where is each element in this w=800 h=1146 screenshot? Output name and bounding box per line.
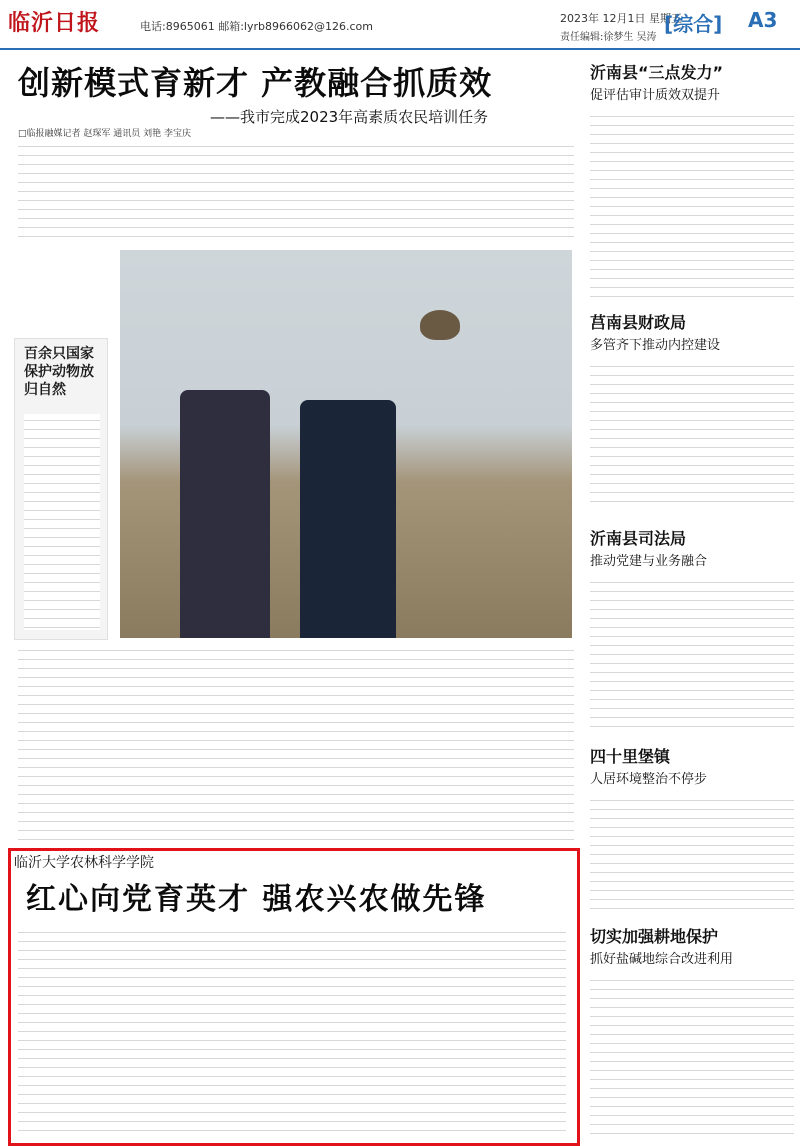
article-body-bottom [18,644,574,844]
right-item-4-sub: 人居环境整治不停步 [590,772,708,787]
right-column [582,48,800,1143]
right-item-4-body [590,794,794,914]
right-item-5-body [590,974,794,1138]
right-item-2-sub: 多管齐下推动内控建设 [590,338,721,353]
feature-title: 红心向党育英才 强农兴农做先锋 [26,882,487,917]
byline: □临报融媒记者 赵琛军 通讯员 刘艳 李宝庆 [18,129,191,139]
feature-header: 临沂大学农林科学学院 [14,855,154,871]
section-tag: [综合] [664,12,723,36]
article-body-top [18,140,574,244]
date: 2023年 12月1日 星期五 [560,12,682,25]
page-headline: 创新模式育新才 产教融合抓质效 [18,64,493,102]
page-number: A3 [748,8,778,32]
news-photo [120,250,572,638]
sidebar-title: 百余只国家保护动物放归自然 [24,346,94,398]
right-item-3-sub: 推动党建与业务融合 [590,554,708,569]
right-item-3-title: 沂南县司法局 [590,529,687,548]
right-item-1-sub: 促评估审计质效双提升 [590,88,721,103]
photo-person-right [300,400,396,638]
photo-bird [420,310,460,340]
right-item-1-body [590,110,794,300]
right-item-2-body [590,360,794,508]
page-subheadline: ——我市完成2023年高素质农民培训任务 [210,108,489,126]
feature-body [18,926,566,1132]
contact-info: 电话:8965061 邮箱:lyrb8966062@126.com [140,20,373,33]
masthead [0,0,800,50]
right-item-5-sub: 抓好盐碱地综合改进利用 [590,952,734,967]
photo-person-left [180,390,270,638]
right-item-4-title: 四十里堡镇 [590,747,671,766]
editors: 责任编辑:徐梦生 吴涛 [560,32,657,43]
right-item-2-title: 莒南县财政局 [590,313,687,332]
right-item-5-title: 切实加强耕地保护 [590,927,719,946]
right-item-1-title: 沂南县“三点发力” [590,63,724,82]
newspaper-logo: 临沂日报 [8,11,101,36]
right-item-3-body [590,576,794,728]
